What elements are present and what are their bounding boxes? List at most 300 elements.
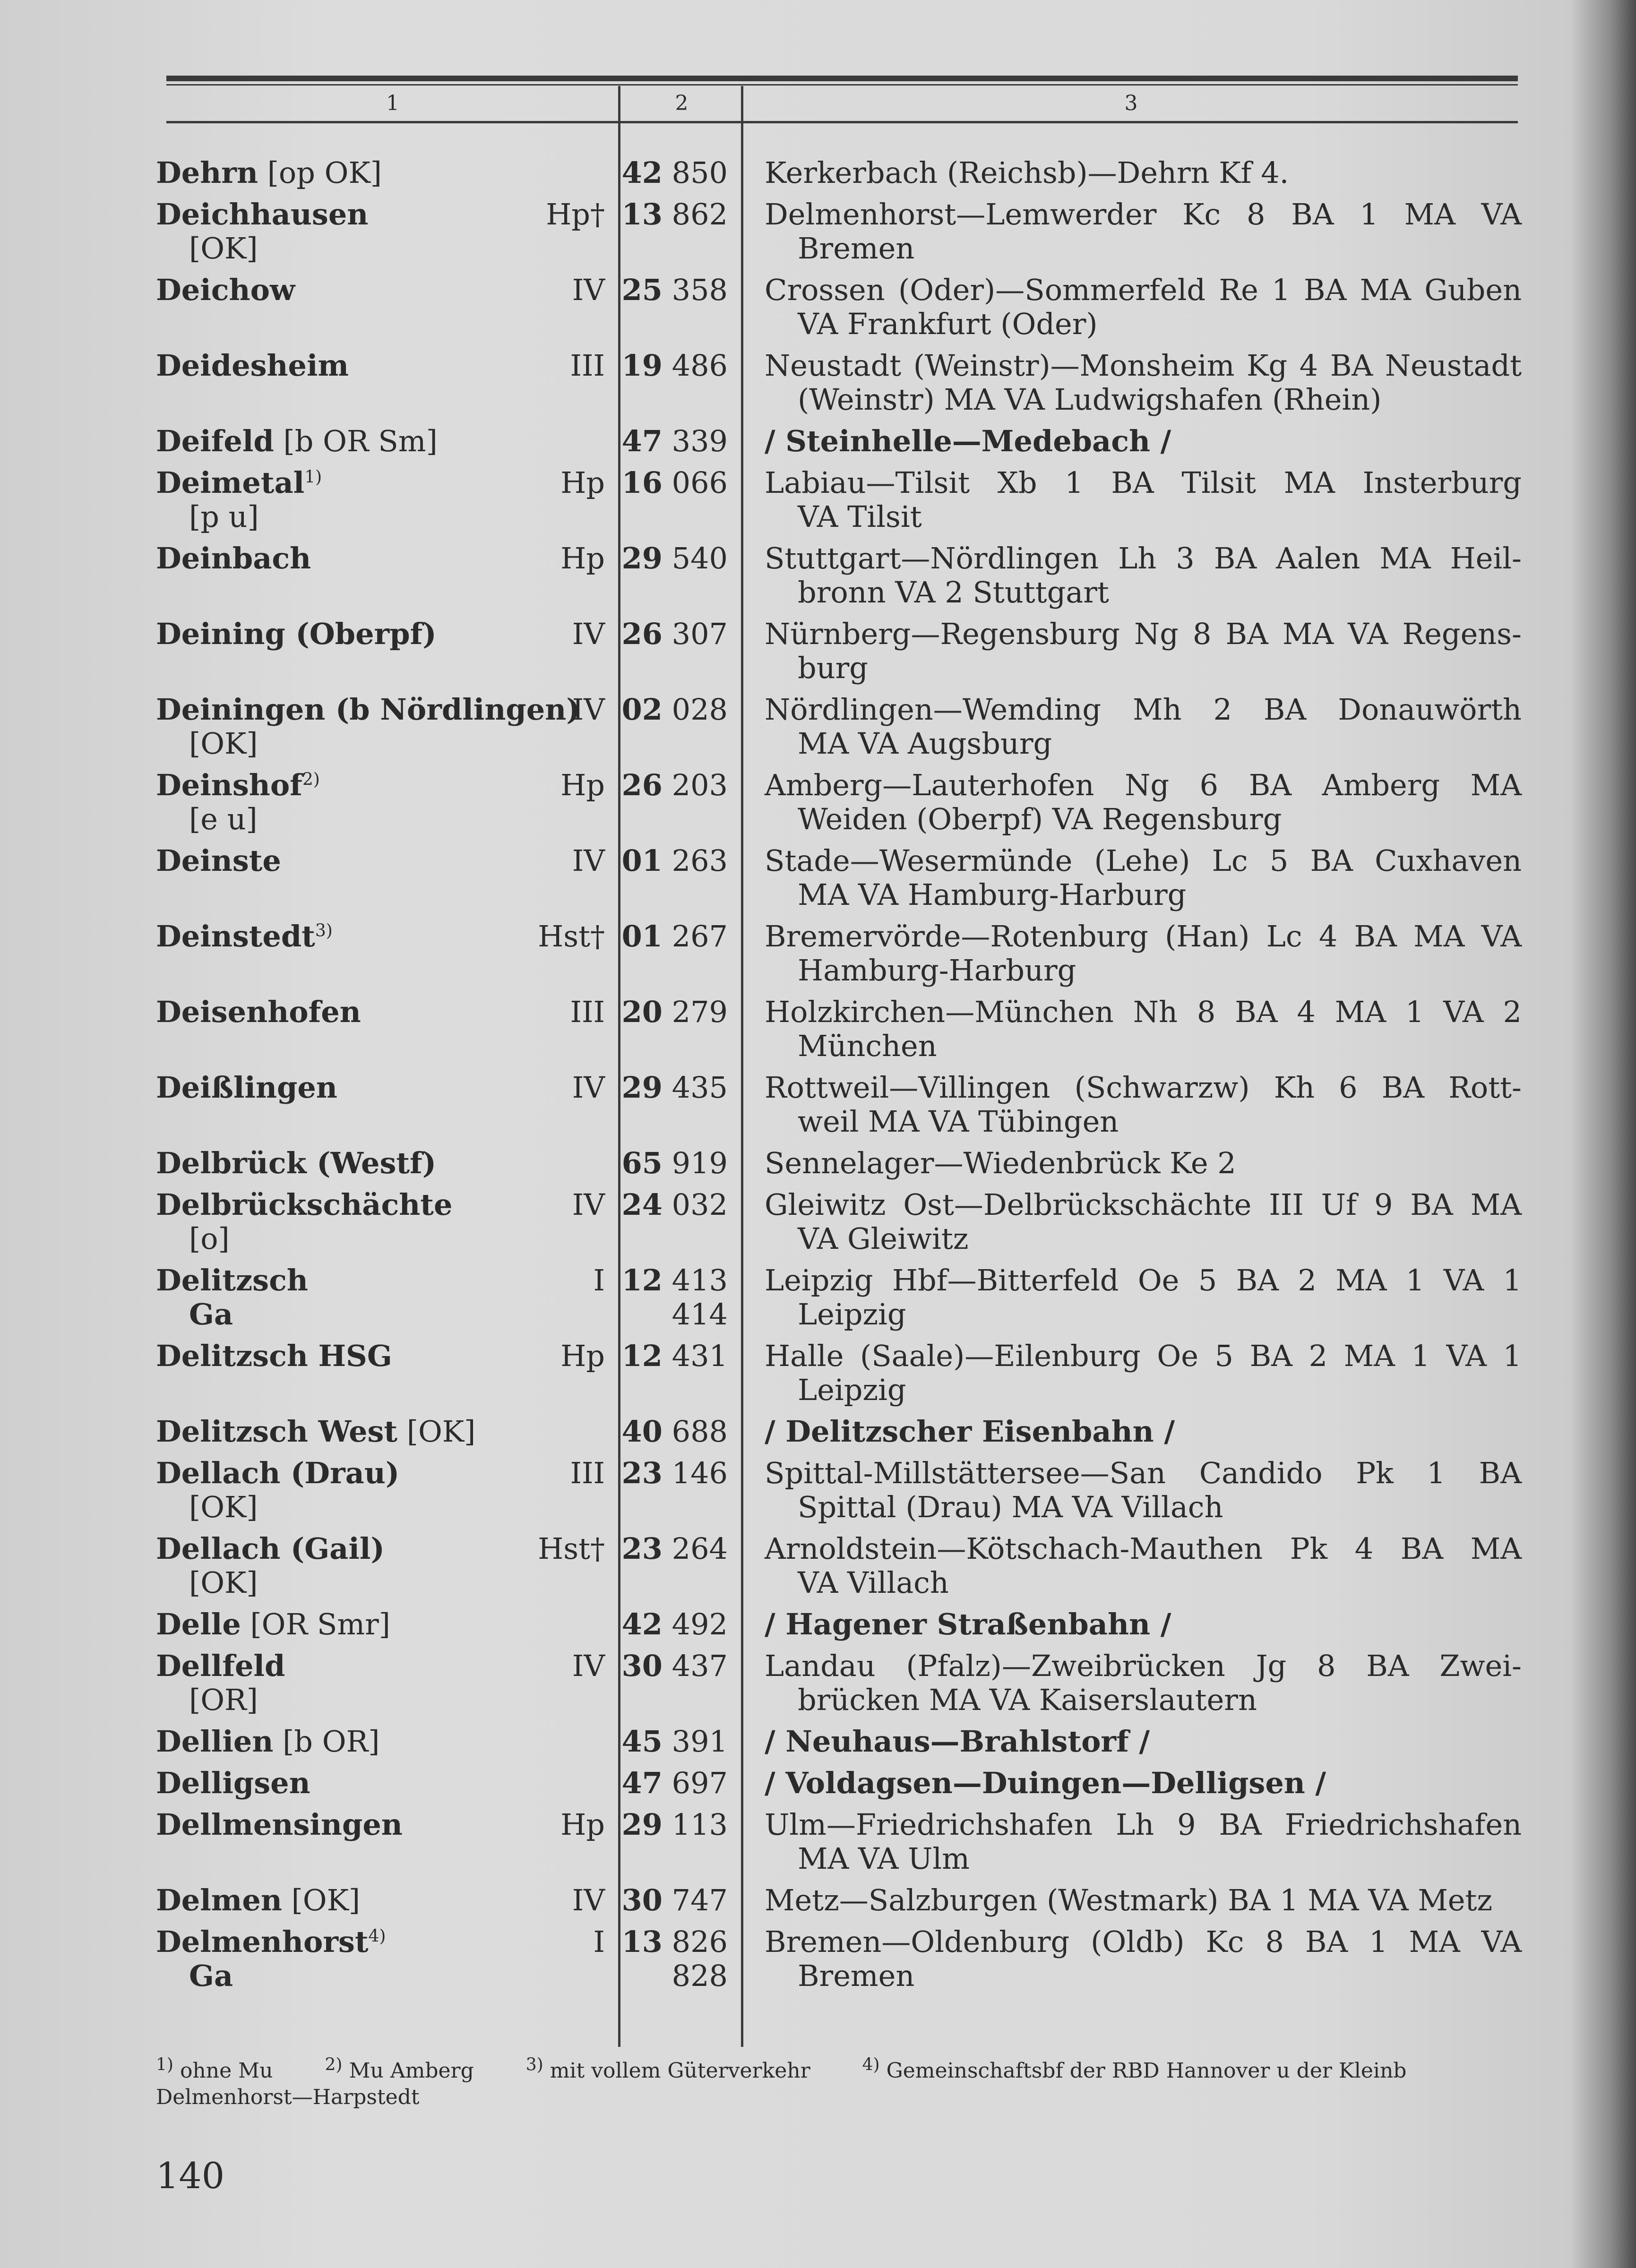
number-prefix: 26 [621, 617, 663, 651]
route-line: Neustadt (Weinstr)—Monsheim Kg 4 BA Neustadt [765, 348, 1522, 383]
station-class: Hp [560, 768, 605, 802]
route-line: Stade—Wesermünde (Lehe) Lc 5 BA Cuxhaven [765, 843, 1522, 878]
route-line: VA Villach [798, 1565, 949, 1600]
number-prefix: 20 [621, 995, 663, 1029]
station-number-cell [619, 1725, 742, 1759]
route-cell [742, 1415, 1522, 1449]
station-number-cell [619, 1883, 742, 1917]
route-line: Holzkirchen—München Nh 8 BA 4 MA 1 VA 2 [765, 995, 1522, 1029]
number-suffix: 850 [672, 155, 728, 190]
number-prefix: 13 [621, 197, 663, 232]
number-suffix: 339 [672, 424, 728, 458]
footnote [156, 2055, 273, 2083]
number-prefix: 42 [621, 155, 663, 190]
table-row [156, 541, 1522, 617]
station-cell [156, 844, 619, 912]
footnote-ref: 3) [315, 921, 333, 941]
number-secondary: 414 [672, 1297, 728, 1332]
table-row [156, 1532, 1522, 1607]
route-cell [742, 1071, 1522, 1139]
number-suffix: 437 [672, 1649, 728, 1683]
number-suffix: 413 [672, 1263, 728, 1297]
route-line: burg [798, 651, 868, 685]
station-number-cell [619, 198, 742, 266]
route-cell [742, 617, 1522, 685]
station-name: Dellmensingen [156, 1807, 403, 1842]
station-cell [156, 617, 619, 685]
route-cell [742, 995, 1522, 1063]
station-name: Delmen [156, 1883, 282, 1917]
route-line: Hamburg-Harburg [798, 953, 1076, 988]
station-cell [156, 1766, 619, 1800]
table-row [156, 919, 1522, 995]
station-subline: [OK] [189, 231, 258, 266]
route-line: VA Frankfurt (Oder) [798, 307, 1098, 341]
station-name: Deichow [156, 273, 295, 307]
route-line: Delmenhorst—Lemwerder Kc 8 BA 1 MA VA [765, 197, 1522, 232]
station-number-cell [619, 349, 742, 417]
station-name: Dellach (Gail) [156, 1531, 385, 1566]
number-suffix: 307 [672, 617, 728, 651]
station-number-cell [619, 1607, 742, 1641]
footnote-text: Gemeinschaftsbf der RBD Hannover u der Kleinb Delmenhorst—Harpstedt [156, 2059, 1407, 2109]
table-row [156, 273, 1522, 349]
table-row [156, 1808, 1522, 1883]
route-cell [742, 1725, 1522, 1759]
number-suffix: 203 [672, 768, 728, 802]
route-line: Landau (Pfalz)—Zweibrücken Jg 8 BA Zwei- [765, 1649, 1522, 1683]
number-prefix: 26 [621, 768, 663, 802]
station-name: Deifeld [156, 424, 274, 458]
station-name: Delitzsch West [156, 1414, 398, 1449]
table-top-rule [166, 76, 1518, 81]
number-suffix: 113 [672, 1807, 728, 1842]
station-class: Hst† [538, 919, 605, 954]
route-cell [742, 273, 1522, 341]
route-cell [742, 349, 1522, 417]
table-row [156, 995, 1522, 1071]
station-number-cell [619, 1808, 742, 1876]
station-number-cell [619, 1263, 742, 1332]
number-prefix: 02 [621, 692, 663, 727]
number-suffix: 435 [672, 1070, 728, 1105]
route-line: Bremen—Oldenburg (Oldb) Kc 8 BA 1 MA VA [765, 1924, 1522, 1959]
route-cell [742, 919, 1522, 988]
station-number-cell [619, 1339, 742, 1407]
table-row [156, 844, 1522, 919]
route-cell [742, 1263, 1522, 1332]
number-suffix: 688 [672, 1414, 728, 1449]
station-suffix: [OR Smr] [241, 1607, 390, 1641]
station-subline: Ga [189, 1297, 233, 1332]
station-class: III [570, 1456, 605, 1490]
station-class: IV [572, 692, 605, 727]
station-suffix: [OK] [397, 1414, 476, 1449]
number-prefix: 30 [621, 1649, 663, 1683]
station-name: Delmenhorst [156, 1924, 369, 1959]
station-cell [156, 1725, 619, 1759]
route-cell [742, 1883, 1522, 1917]
route-line: Rottweil—Villingen (Schwarzw) Kh 6 BA Rott- [765, 1070, 1522, 1105]
station-name: Deinste [156, 843, 281, 878]
station-name: Deiningen (b Nördlingen) [156, 692, 580, 727]
station-cell [156, 466, 619, 534]
route-cell [742, 1188, 1522, 1256]
station-name: Delitzsch [156, 1263, 308, 1297]
station-subline: [o] [189, 1221, 230, 1256]
number-prefix: 45 [621, 1724, 663, 1759]
route-cell [742, 156, 1522, 190]
number-suffix: 919 [672, 1146, 728, 1180]
route-line: Metz—Salzburgen (Westmark) BA 1 MA VA Metz [765, 1883, 1493, 1917]
number-suffix: 267 [672, 919, 728, 954]
station-cell [156, 1649, 619, 1717]
station-class: IV [572, 843, 605, 878]
number-prefix: 12 [621, 1263, 663, 1297]
number-suffix: 747 [672, 1883, 728, 1917]
station-number-cell [619, 919, 742, 988]
route-line: Ulm—Friedrichshafen Lh 9 BA Friedrichshafen [765, 1807, 1522, 1842]
route-line: Kerkerbach (Reichsb)—Dehrn Kf 4. [765, 155, 1289, 190]
route-line: Leipzig Hbf—Bitterfeld Oe 5 BA 2 MA 1 VA 1 [765, 1263, 1522, 1297]
route-line: Bremen [798, 231, 915, 266]
station-cell [156, 1339, 619, 1407]
number-suffix: 431 [672, 1339, 728, 1373]
station-number-cell [619, 1532, 742, 1600]
station-name: Dehrn [156, 155, 258, 190]
station-subline: [OK] [189, 1565, 258, 1600]
station-table [156, 156, 1522, 2001]
table-row [156, 156, 1522, 198]
station-number-cell [619, 1766, 742, 1800]
station-number-cell [619, 693, 742, 761]
number-suffix: 826 [672, 1924, 728, 1959]
station-class: Hp [560, 1807, 605, 1842]
station-cell [156, 156, 619, 190]
station-name: Deinbach [156, 541, 311, 576]
number-prefix: 29 [621, 1070, 663, 1105]
route-line: Labiau—Tilsit Xb 1 BA Tilsit MA Insterburg [765, 465, 1522, 500]
station-number-cell [619, 995, 742, 1063]
footnote-mark: 4) [862, 2055, 880, 2075]
route-cell [742, 541, 1522, 610]
station-class: IV [572, 1649, 605, 1683]
station-number-cell [619, 768, 742, 836]
column-header-1: 1 [386, 91, 399, 115]
table-row [156, 1607, 1522, 1649]
route-line: VA Gleiwitz [798, 1221, 969, 1256]
route-cell [742, 1649, 1522, 1717]
station-name: Delitzsch HSG [156, 1339, 392, 1373]
number-suffix: 697 [672, 1766, 728, 1800]
route-line: MA VA Hamburg-Harburg [798, 877, 1187, 912]
number-prefix: 01 [621, 843, 663, 878]
table-row [156, 1456, 1522, 1532]
number-suffix: 263 [672, 843, 728, 878]
station-cell [156, 273, 619, 341]
station-class: Hst† [538, 1531, 605, 1566]
route-line: Weiden (Oberpf) VA Regensburg [798, 802, 1282, 836]
number-suffix: 540 [672, 541, 728, 576]
footnote-ref: 1) [304, 467, 322, 487]
route-line: weil MA VA Tübingen [798, 1104, 1119, 1139]
station-cell [156, 1532, 619, 1600]
station-name: Dellach (Drau) [156, 1456, 400, 1490]
footnote-text: Mu Amberg [342, 2059, 474, 2083]
route-line: Halle (Saale)—Eilenburg Oe 5 BA 2 MA 1 VA 1 [765, 1339, 1522, 1373]
table-row [156, 693, 1522, 768]
station-number-cell [619, 1649, 742, 1717]
station-subline: [OK] [189, 726, 258, 761]
station-subline: [e u] [189, 802, 258, 836]
table-row [156, 1071, 1522, 1146]
route-line: / Voldagsen—Duingen—Delligsen / [765, 1766, 1326, 1800]
number-prefix: 47 [621, 1766, 663, 1800]
station-cell [156, 1456, 619, 1524]
footnote-mark: 1) [156, 2055, 173, 2075]
route-line: Gleiwitz Ost—Delbrückschächte III Uf 9 BA MA [765, 1187, 1522, 1222]
number-prefix: 23 [621, 1531, 663, 1566]
station-name: Deidesheim [156, 348, 349, 383]
station-number-cell [619, 541, 742, 610]
route-cell [742, 1766, 1522, 1800]
route-line: VA Tilsit [798, 499, 922, 534]
station-number-cell [619, 1188, 742, 1256]
route-line: / Hagener Straßenbahn / [765, 1607, 1171, 1641]
footnote-mark: 2) [325, 2055, 343, 2075]
station-subline: Ga [189, 1959, 233, 1993]
table-row [156, 1725, 1522, 1766]
number-prefix: 30 [621, 1883, 663, 1917]
route-cell [742, 1607, 1522, 1641]
station-cell [156, 995, 619, 1063]
station-number-cell [619, 466, 742, 534]
route-cell [742, 1808, 1522, 1876]
route-cell [742, 693, 1522, 761]
station-class: IV [572, 617, 605, 651]
footnote-mark: 3) [525, 2055, 543, 2075]
station-cell [156, 919, 619, 988]
number-suffix: 862 [672, 197, 728, 232]
number-prefix: 29 [621, 1807, 663, 1842]
station-name: Deichhausen [156, 197, 369, 232]
route-line: / Neuhaus—Brahlstorf / [765, 1724, 1150, 1759]
table-row [156, 1188, 1522, 1263]
route-line: MA VA Ulm [798, 1841, 970, 1876]
number-suffix: 066 [672, 465, 728, 500]
table-row [156, 1339, 1522, 1415]
route-line: MA VA Augsburg [798, 726, 1052, 761]
table-row [156, 1925, 1522, 2001]
station-subline: [OK] [189, 1490, 258, 1524]
route-line: brücken MA VA Kaiserslautern [798, 1683, 1257, 1717]
route-cell [742, 424, 1522, 458]
station-class: I [593, 1263, 605, 1297]
route-line: bronn VA 2 Stuttgart [798, 575, 1109, 610]
number-prefix: 23 [621, 1456, 663, 1490]
table-row [156, 1649, 1522, 1725]
footnotes [156, 2055, 1517, 2111]
table-top-rule-thin [166, 84, 1518, 86]
station-cell [156, 768, 619, 836]
route-cell [742, 768, 1522, 836]
route-cell [742, 844, 1522, 912]
station-cell [156, 1808, 619, 1876]
station-subline: [OR] [189, 1683, 258, 1717]
station-class: III [570, 995, 605, 1029]
route-line: Nürnberg—Regensburg Ng 8 BA MA VA Regens- [765, 617, 1522, 651]
station-cell [156, 693, 619, 761]
route-line: Crossen (Oder)—Sommerfeld Re 1 BA MA Guben [765, 273, 1522, 307]
route-cell [742, 466, 1522, 534]
table-row [156, 424, 1522, 466]
footnote [325, 2055, 474, 2083]
table-row [156, 198, 1522, 273]
station-name: Delligsen [156, 1766, 310, 1800]
station-cell [156, 541, 619, 610]
station-number-cell [619, 844, 742, 912]
station-number-cell [619, 617, 742, 685]
route-line: / Steinhelle—Medebach / [765, 424, 1171, 458]
station-class: I [593, 1924, 605, 1959]
station-suffix: [OK] [282, 1883, 361, 1917]
table-row [156, 1146, 1522, 1188]
route-line: Bremervörde—Rotenburg (Han) Lc 4 BA MA VA [765, 919, 1522, 954]
number-suffix: 146 [672, 1456, 728, 1490]
number-prefix: 29 [621, 541, 663, 576]
route-line: Spittal-Millstättersee—San Candido Pk 1 BA [765, 1456, 1522, 1490]
footnote-text: mit vollem Güterverkehr [543, 2059, 810, 2083]
station-cell [156, 1415, 619, 1449]
station-class: Hp [560, 465, 605, 500]
station-name: Delle [156, 1607, 241, 1641]
station-cell [156, 349, 619, 417]
station-cell [156, 1188, 619, 1256]
number-prefix: 42 [621, 1607, 663, 1641]
station-suffix: [op OK] [258, 155, 382, 190]
table-row [156, 1883, 1522, 1925]
number-secondary: 828 [672, 1959, 728, 1993]
station-cell [156, 1146, 619, 1180]
station-name: Deining (Oberpf) [156, 617, 437, 651]
number-suffix: 391 [672, 1724, 728, 1759]
route-cell [742, 1146, 1522, 1180]
station-class: Hp [560, 1339, 605, 1373]
station-name: Deinstedt [156, 919, 315, 954]
number-prefix: 13 [621, 1924, 663, 1959]
number-suffix: 279 [672, 995, 728, 1029]
route-line: Spittal (Drau) MA VA Villach [798, 1490, 1223, 1524]
station-cell [156, 1607, 619, 1641]
station-subline: [p u] [189, 499, 259, 534]
station-name: Deimetal [156, 465, 305, 500]
station-suffix: [b OR Sm] [274, 424, 438, 458]
table-row [156, 466, 1522, 541]
footnote [525, 2055, 810, 2083]
page-number: 140 [156, 2155, 225, 2197]
station-name: Dellien [156, 1724, 274, 1759]
footnote-text: ohne Mu [173, 2059, 273, 2083]
route-line: Nördlingen—Wemding Mh 2 BA Donauwörth [765, 692, 1522, 727]
route-line: (Weinstr) MA VA Ludwigshafen (Rhein) [798, 382, 1382, 417]
number-prefix: 65 [621, 1146, 663, 1180]
number-prefix: 40 [621, 1414, 663, 1449]
route-cell [742, 1532, 1522, 1600]
number-prefix: 25 [621, 273, 663, 307]
station-cell [156, 1263, 619, 1332]
number-suffix: 486 [672, 348, 728, 383]
station-name: Delbrück (Westf) [156, 1146, 437, 1180]
station-cell [156, 1883, 619, 1917]
column-header-2: 2 [675, 91, 689, 115]
number-prefix: 19 [621, 348, 663, 383]
station-number-cell [619, 1146, 742, 1180]
station-number-cell [619, 424, 742, 458]
route-line: Leipzig [798, 1373, 906, 1407]
station-class: IV [572, 1883, 605, 1917]
station-cell [156, 424, 619, 458]
station-name: Deisenhofen [156, 995, 361, 1029]
station-number-cell [619, 1456, 742, 1524]
route-line: Stuttgart—Nördlingen Lh 3 BA Aalen MA Heil- [765, 541, 1522, 576]
route-line: Bremen [798, 1959, 915, 1993]
number-prefix: 01 [621, 919, 663, 954]
station-number-cell [619, 273, 742, 341]
station-name: Deißlingen [156, 1070, 337, 1105]
footnote-ref: 4) [368, 1926, 386, 1946]
route-line: Sennelager—Wiedenbrück Ke 2 [765, 1146, 1236, 1180]
station-class: IV [572, 1187, 605, 1222]
station-number-cell [619, 1925, 742, 1993]
station-class: III [570, 348, 605, 383]
route-line: München [798, 1029, 937, 1063]
station-cell [156, 1925, 619, 1993]
column-header-3: 3 [1124, 91, 1138, 115]
station-class: IV [572, 273, 605, 307]
station-name: Deinshof [156, 768, 302, 802]
footnote-ref: 2) [302, 770, 320, 790]
number-prefix: 12 [621, 1339, 663, 1373]
station-number-cell [619, 1071, 742, 1139]
route-cell [742, 1339, 1522, 1407]
station-cell [156, 1071, 619, 1139]
route-cell [742, 1456, 1522, 1524]
route-cell [742, 198, 1522, 266]
table-row [156, 349, 1522, 424]
number-suffix: 032 [672, 1187, 728, 1222]
number-suffix: 358 [672, 273, 728, 307]
number-prefix: 16 [621, 465, 663, 500]
station-name: Delbrückschächte [156, 1187, 453, 1222]
station-name: Dellfeld [156, 1649, 285, 1683]
route-cell [742, 1925, 1522, 1993]
table-row [156, 768, 1522, 844]
number-suffix: 492 [672, 1607, 728, 1641]
station-class: IV [572, 1070, 605, 1105]
table-row [156, 1263, 1522, 1339]
route-line: Amberg—Lauterhofen Ng 6 BA Amberg MA [765, 768, 1522, 802]
route-line: / Delitzscher Eisenbahn / [765, 1414, 1175, 1449]
table-row [156, 1766, 1522, 1808]
station-cell [156, 198, 619, 266]
table-row [156, 617, 1522, 693]
route-line: Arnoldstein—Kötschach-Mauthen Pk 4 BA MA [765, 1531, 1522, 1566]
station-suffix: [b OR] [273, 1724, 380, 1759]
route-line: Leipzig [798, 1297, 906, 1332]
number-suffix: 028 [672, 692, 728, 727]
station-number-cell [619, 156, 742, 190]
number-suffix: 264 [672, 1531, 728, 1566]
